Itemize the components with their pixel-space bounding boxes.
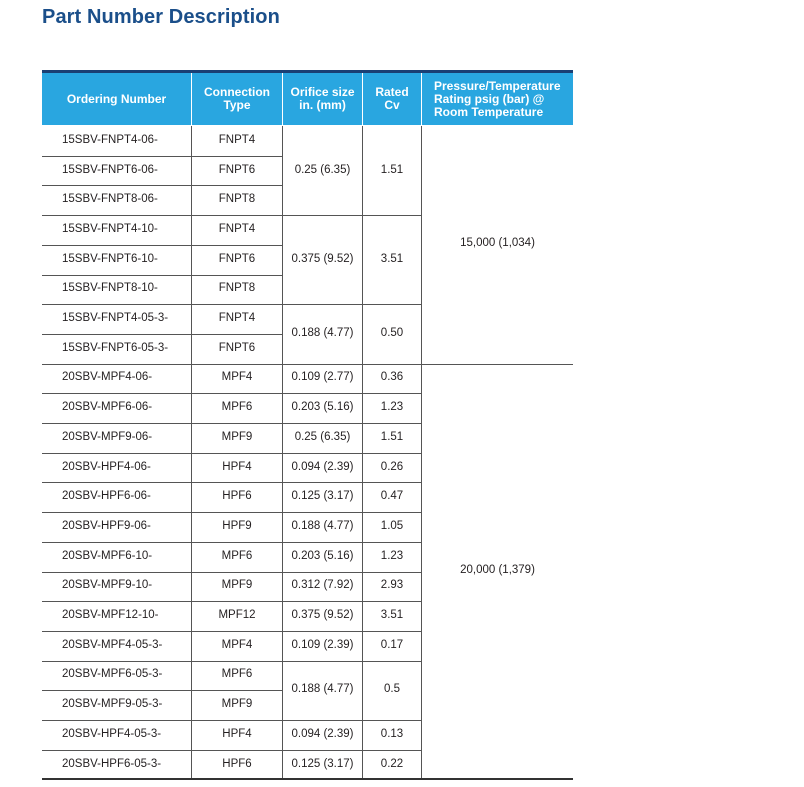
rated-cv-cell: 2.93 bbox=[380, 579, 404, 592]
orifice-size-cell: 0.25 (6.35) bbox=[294, 163, 351, 176]
row-divider bbox=[42, 156, 282, 157]
orifice-size-cell: 0.375 (9.52) bbox=[291, 609, 354, 622]
ordering-number-cell: 15SBV-FNPT4-06- bbox=[62, 133, 158, 146]
row-divider bbox=[42, 453, 282, 454]
connection-type-cell: FNPT4 bbox=[218, 222, 256, 235]
ordering-number-cell: 20SBV-MPF6-06- bbox=[62, 401, 153, 414]
ordering-number-cell: 20SBV-MPF12-10- bbox=[62, 609, 159, 622]
rated-cv-cell: 0.17 bbox=[380, 638, 404, 651]
header-divider bbox=[421, 73, 422, 125]
group-divider bbox=[283, 542, 421, 543]
ordering-number-cell: 15SBV-FNPT6-06- bbox=[62, 163, 158, 176]
connection-type-cell: HPF4 bbox=[222, 727, 252, 740]
table-header bbox=[42, 70, 573, 125]
row-divider bbox=[42, 720, 282, 721]
ordering-number-cell: 15SBV-FNPT4-05-3- bbox=[62, 312, 169, 325]
ordering-number-cell: 20SBV-MPF6-05-3- bbox=[62, 668, 163, 681]
header-pressure-line3: Room Temperature bbox=[434, 104, 544, 119]
connection-type-cell: MPF9 bbox=[221, 579, 253, 592]
connection-type-cell: MPF6 bbox=[221, 668, 253, 681]
group-divider bbox=[283, 453, 421, 454]
orifice-size-cell: 0.109 (2.77) bbox=[291, 371, 354, 384]
ordering-number-cell: 15SBV-FNPT6-05-3- bbox=[62, 341, 169, 354]
orifice-size-cell: 0.094 (2.39) bbox=[291, 727, 354, 740]
column-divider bbox=[362, 126, 363, 779]
ordering-number-cell: 20SBV-MPF9-05-3- bbox=[62, 698, 163, 711]
connection-type-cell: FNPT4 bbox=[218, 133, 256, 146]
row-divider bbox=[42, 512, 282, 513]
group-divider bbox=[283, 720, 421, 721]
ordering-number-cell: 15SBV-FNPT8-06- bbox=[62, 193, 158, 206]
ordering-number-cell: 20SBV-MPF4-05-3- bbox=[62, 638, 163, 651]
group-divider bbox=[283, 393, 421, 394]
orifice-size-cell: 0.188 (4.77) bbox=[291, 683, 354, 696]
header-orifice-line2: in. (mm) bbox=[299, 98, 346, 112]
orifice-size-cell: 0.375 (9.52) bbox=[291, 252, 354, 265]
connection-type-cell: FNPT8 bbox=[218, 282, 256, 295]
column-divider bbox=[421, 126, 422, 779]
connection-type-cell: MPF4 bbox=[221, 638, 253, 651]
rated-cv-cell: 0.22 bbox=[380, 757, 404, 770]
pressure-rating-cell: 20,000 (1,379) bbox=[460, 563, 535, 576]
row-divider bbox=[42, 185, 282, 186]
header-connection-line2: Type bbox=[223, 98, 251, 112]
row-divider bbox=[42, 245, 282, 246]
header-ordering-number-label: Ordering Number bbox=[66, 91, 167, 106]
connection-type-cell: FNPT6 bbox=[218, 163, 256, 176]
group-divider bbox=[283, 423, 421, 424]
header-orifice-line1: Orifice size bbox=[290, 85, 355, 99]
group-divider bbox=[283, 215, 421, 216]
row-divider bbox=[42, 304, 282, 305]
row-divider bbox=[42, 542, 282, 543]
row-divider bbox=[42, 750, 282, 751]
row-divider bbox=[42, 690, 282, 691]
group-divider bbox=[283, 631, 421, 632]
connection-type-cell: FNPT6 bbox=[218, 341, 256, 354]
ordering-number-cell: 20SBV-HPF6-05-3- bbox=[62, 757, 162, 770]
rated-cv-cell: 0.26 bbox=[380, 460, 404, 473]
header-pressure-line1: Pressure/Temperature bbox=[434, 78, 561, 93]
row-divider bbox=[42, 393, 282, 394]
row-divider bbox=[42, 334, 282, 335]
rated-cv-cell: 0.36 bbox=[380, 371, 404, 384]
group-divider bbox=[283, 482, 421, 483]
orifice-size-cell: 0.188 (4.77) bbox=[291, 519, 354, 532]
connection-type-cell: MPF6 bbox=[221, 401, 253, 414]
rated-cv-cell: 1.51 bbox=[380, 430, 404, 443]
ordering-number-cell: 20SBV-MPF4-06- bbox=[62, 371, 153, 384]
pressure-rating-cell: 15,000 (1,034) bbox=[460, 236, 535, 249]
ordering-number-cell: 15SBV-FNPT4-10- bbox=[62, 222, 158, 235]
rated-cv-cell: 1.05 bbox=[380, 519, 404, 532]
row-divider bbox=[42, 572, 282, 573]
row-divider bbox=[42, 631, 282, 632]
header-rated-cv bbox=[363, 73, 421, 125]
rated-cv-cell: 3.51 bbox=[380, 609, 404, 622]
ordering-number-cell: 20SBV-HPF6-06- bbox=[62, 490, 151, 503]
orifice-size-cell: 0.125 (3.17) bbox=[291, 490, 354, 503]
connection-type-cell: FNPT4 bbox=[218, 312, 256, 325]
connection-type-cell: HPF6 bbox=[222, 757, 252, 770]
row-divider bbox=[42, 275, 282, 276]
page-title: Part Number Description bbox=[42, 6, 280, 28]
orifice-size-cell: 0.203 (5.16) bbox=[291, 401, 354, 414]
connection-type-cell: MPF9 bbox=[221, 698, 253, 711]
row-divider bbox=[42, 601, 282, 602]
connection-type-cell: HPF4 bbox=[222, 460, 252, 473]
rated-cv-cell: 1.23 bbox=[380, 401, 404, 414]
ordering-number-cell: 15SBV-FNPT6-10- bbox=[62, 252, 158, 265]
orifice-size-cell: 0.125 (3.17) bbox=[291, 757, 354, 770]
rated-cv-cell: 1.51 bbox=[380, 163, 404, 176]
connection-type-cell: MPF12 bbox=[218, 609, 256, 622]
row-divider bbox=[42, 215, 282, 216]
orifice-size-cell: 0.203 (5.16) bbox=[291, 549, 354, 562]
rated-cv-cell: 0.5 bbox=[384, 683, 400, 696]
row-divider bbox=[42, 661, 282, 662]
table-bottom-rule bbox=[42, 778, 573, 780]
connection-type-cell: FNPT8 bbox=[218, 193, 256, 206]
column-divider bbox=[191, 126, 192, 779]
ordering-number-cell: 20SBV-HPF9-06- bbox=[62, 519, 151, 532]
group-divider bbox=[283, 304, 421, 305]
ordering-number-cell: 15SBV-FNPT8-10- bbox=[62, 282, 158, 295]
group-divider bbox=[283, 572, 421, 573]
rated-cv-cell: 0.47 bbox=[380, 490, 404, 503]
rated-cv-cell: 3.51 bbox=[380, 252, 404, 265]
header-ordering-number bbox=[42, 73, 191, 125]
header-orifice-size bbox=[283, 73, 362, 125]
row-divider bbox=[42, 423, 282, 424]
group-divider bbox=[283, 750, 421, 751]
ordering-number-cell: 20SBV-MPF9-06- bbox=[62, 430, 153, 443]
connection-type-cell: MPF9 bbox=[221, 430, 253, 443]
row-divider bbox=[42, 482, 282, 483]
header-pressure-rating bbox=[434, 73, 573, 125]
orifice-size-cell: 0.25 (6.35) bbox=[294, 430, 351, 443]
header-rated-line2: Cv bbox=[384, 98, 400, 112]
ordering-number-cell: 20SBV-HPF4-06- bbox=[62, 460, 151, 473]
ordering-number-cell: 20SBV-MPF6-10- bbox=[62, 549, 153, 562]
orifice-size-cell: 0.312 (7.92) bbox=[291, 579, 354, 592]
connection-type-cell: FNPT6 bbox=[218, 252, 256, 265]
connection-type-cell: MPF6 bbox=[221, 549, 253, 562]
connection-type-cell: HPF9 bbox=[222, 519, 252, 532]
rated-cv-cell: 0.13 bbox=[380, 727, 404, 740]
orifice-size-cell: 0.094 (2.39) bbox=[291, 460, 354, 473]
column-divider bbox=[282, 126, 283, 779]
ordering-number-cell: 20SBV-MPF9-10- bbox=[62, 579, 153, 592]
rated-cv-cell: 0.50 bbox=[380, 326, 404, 339]
ordering-number-cell: 20SBV-HPF4-05-3- bbox=[62, 727, 162, 740]
group-divider bbox=[283, 601, 421, 602]
orifice-size-cell: 0.109 (2.39) bbox=[291, 638, 354, 651]
group-divider bbox=[283, 661, 421, 662]
header-connection-type bbox=[192, 73, 282, 125]
orifice-size-cell: 0.188 (4.77) bbox=[291, 326, 354, 339]
rated-cv-cell: 1.23 bbox=[380, 549, 404, 562]
header-pressure-line2: Rating psig (bar) @ bbox=[434, 91, 545, 106]
section-divider bbox=[42, 364, 573, 365]
header-rated-line1: Rated bbox=[375, 85, 409, 99]
group-divider bbox=[283, 512, 421, 513]
connection-type-cell: HPF6 bbox=[222, 490, 252, 503]
connection-type-cell: MPF4 bbox=[221, 371, 253, 384]
header-connection-line1: Connection bbox=[204, 85, 270, 99]
